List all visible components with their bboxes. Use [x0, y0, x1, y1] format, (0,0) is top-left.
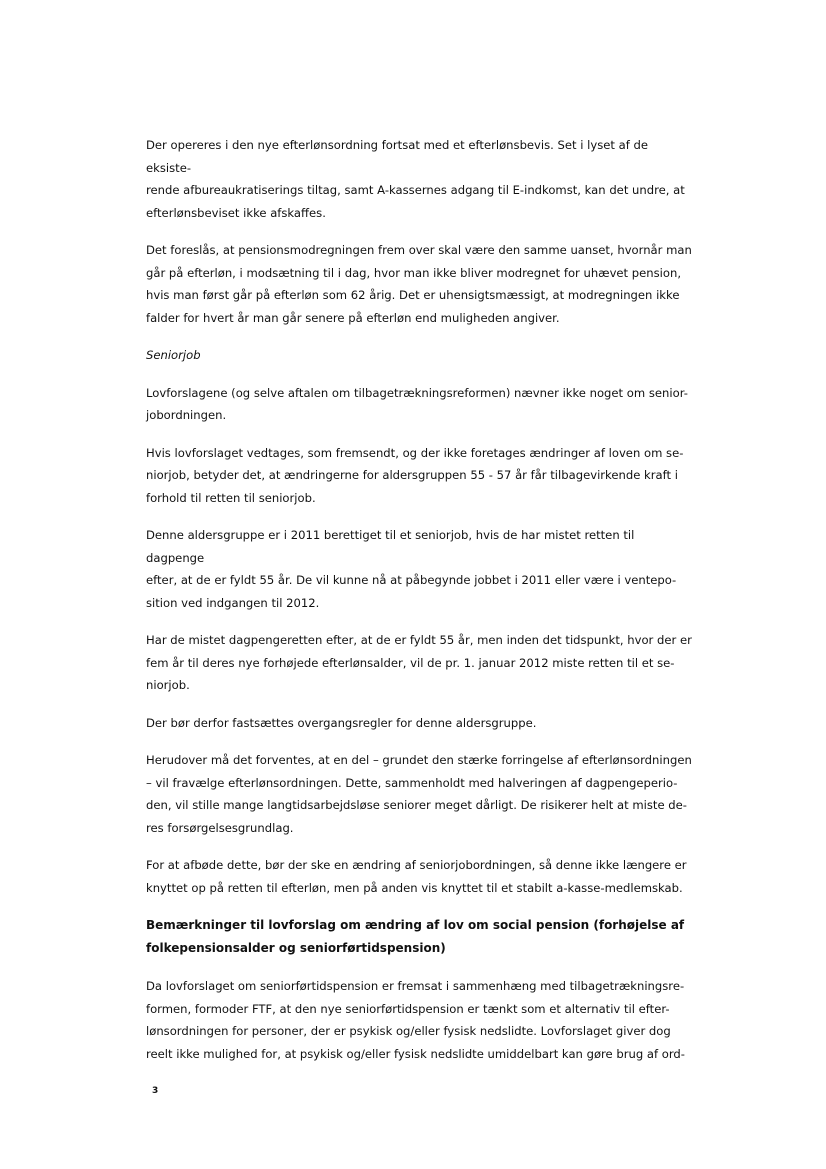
paragraph-dagpengeretten: Har de mistet dagpengeretten efter, at de er fyldt 55 år, men inden det tidspunkt, hvor der er fem år til deres nye forhøjede efterlønsalder, vil de pr. 1. januar 2012 miste retten til et se- niorjob.	[146, 633, 692, 692]
section-heading-social-pension: Bemærkninger til lovforslag om ændring af lov om social pension (forhøjelse af folkepensionsalder og seniorførtidspension)	[146, 918, 685, 955]
section-heading-seniorjob: Seniorjob	[146, 348, 201, 362]
paragraph-herudover: Herudover må det forventes, at en del – grundet den stærke forringelse af efterlønsordningen – vil fravælge efterlønsordningen. Dette, sammenholdt med halveringen af dagpengeperio- den, vil stille mange langtidsarbejdsløse seniorer meget dårligt. De risikerer helt at miste de- res forsørgelsesgrundlag.	[146, 753, 692, 835]
document-body	[146, 134, 696, 1080]
paragraph-seniorjob-intro: Lovforslagene (og selve aftalen om tilbagetrækningsreformen) nævner ikke noget om senior- jobordningen.	[146, 385, 688, 422]
paragraph-pensionsmodregning: Det foreslås, at pensionsmodregningen frem over skal være den samme uanset, hvornår man går på efterløn, i modsætning til i dag, hvor man ikke bliver modregnet for uhævet pension, hvis man først går på efterløn som 62 årig. Det er uhensigtsmæssigt, at modregningen ikke falder for hvert år man går senere på efterløn end muligheden angiver.	[146, 243, 692, 325]
paragraph-seniorfoertidspension: Da lovforslaget om seniorførtidspension er fremsat i sammenhæng med tilbagetrækningsre- formen, formoder FTF, at den nye seniorførtidspension er tænkt som et alternativ til efter- lønsordningen for personer, der er psykisk og/eller fysisk nedslidte. Lovforslaget giver dog reelt ikke mulighed for, at psykisk og/eller fysisk nedslidte umiddelbart kan gøre brug af ord-	[146, 979, 685, 1061]
paragraph-overgangsregler: Der bør derfor fastsættes overgangsregler for denne aldersgruppe.	[146, 715, 537, 730]
paragraph-efterloensbevis: Der opereres i den nye efterlønsordning fortsat med et efterlønsbevis. Set i lyset af de eksiste- rende afbureaukratiserings tiltag, samt A-kassernes adgang til E-indkomst, kan det undre, at efterlønsbeviset ikke afskaffes.	[146, 138, 685, 220]
paragraph-aldersgruppe: Denne aldersgruppe er i 2011 berettiget til et seniorjob, hvis de har mistet retten til dagpenge efter, at de er fyldt 55 år. De vil kunne nå at påbegynde jobbet i 2011 eller være i ventepo- sition ved indgangen til 2012.	[146, 528, 677, 610]
paragraph-afboede: For at afbøde dette, bør der ske en ændring af seniorjobordningen, så denne ikke længere er knyttet op på retten til efterløn, men på anden vis knyttet til et stabilt a-kasse-medlemskab.	[146, 858, 687, 895]
page-number: 3	[152, 1086, 159, 1096]
paragraph-lovforslag-vedtages: Hvis lovforslaget vedtages, som fremsendt, og der ikke foretages ændringer af loven om se- niorjob, betyder det, at ændringerne for aldersgruppen 55 - 57 år får tilbagevirkende kraft i forhold til retten til seniorjob.	[146, 445, 684, 505]
